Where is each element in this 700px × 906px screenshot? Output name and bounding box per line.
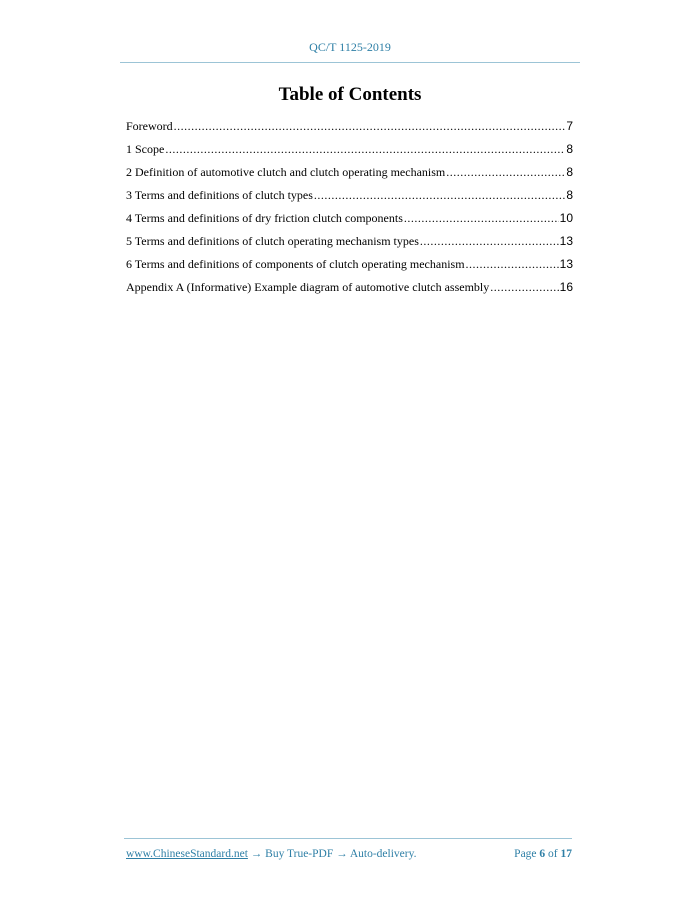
toc-entry-text: Foreword xyxy=(126,119,173,133)
standard-code-header: QC/T 1125-2019 xyxy=(309,40,391,54)
toc-entry-text: 4 Terms and definitions of dry friction clutch components xyxy=(126,211,403,225)
toc-dot-leader xyxy=(174,118,566,134)
header-divider xyxy=(120,62,580,63)
page-total: 17 xyxy=(560,848,572,860)
toc-entry-text: 6 Terms and definitions of components of clutch operating mechanism xyxy=(126,257,465,271)
toc-dot-leader xyxy=(404,210,559,226)
toc-list xyxy=(126,118,573,302)
toc-entry-operating-mechanism-components[interactable] xyxy=(126,256,573,279)
toc-dot-leader xyxy=(314,187,565,203)
toc-entry-page: 13 xyxy=(559,257,573,271)
page-prefix: Page xyxy=(514,848,540,860)
toc-entry-page: 10 xyxy=(559,211,573,225)
footer-promo-text: → Buy True-PDF → Auto-delivery. xyxy=(247,848,417,860)
toc-entry-foreword[interactable] xyxy=(126,118,573,141)
toc-entry-operating-mechanism-types[interactable] xyxy=(126,233,573,256)
toc-dot-leader xyxy=(165,141,565,157)
page-of: of xyxy=(545,848,561,860)
toc-entry-dry-friction-components[interactable] xyxy=(126,210,573,233)
toc-title: Table of Contents xyxy=(278,84,422,105)
toc-entry-page: 8 xyxy=(566,165,573,179)
toc-entry-page: 16 xyxy=(559,280,573,294)
toc-dot-leader xyxy=(466,256,559,272)
toc-entry-text: 5 Terms and definitions of clutch operating mechanism types xyxy=(126,234,419,248)
page-indicator xyxy=(514,848,572,860)
footer-divider xyxy=(124,838,572,839)
toc-entry-page: 8 xyxy=(566,142,573,156)
page-footer xyxy=(126,848,572,860)
toc-dot-leader xyxy=(420,233,559,249)
toc-entry-scope[interactable] xyxy=(126,141,573,164)
site-link[interactable]: www.ChineseStandard.net xyxy=(126,848,248,860)
page-current: 6 xyxy=(539,848,546,860)
toc-entry-appendix-a[interactable] xyxy=(126,279,573,302)
toc-dot-leader xyxy=(446,164,565,180)
toc-entry-definition[interactable] xyxy=(126,164,573,187)
toc-entry-clutch-types[interactable] xyxy=(126,187,573,210)
toc-entry-page: 8 xyxy=(566,188,573,202)
toc-entry-page: 13 xyxy=(559,234,573,248)
footer-promo xyxy=(126,848,416,860)
toc-entry-text: 3 Terms and definitions of clutch types xyxy=(126,188,313,202)
toc-entry-text: 2 Definition of automotive clutch and clutch operating mechanism xyxy=(126,165,446,179)
toc-dot-leader xyxy=(490,279,558,295)
toc-entry-text: Appendix A (Informative) Example diagram of automotive clutch assembly xyxy=(126,280,490,294)
toc-entry-page: 7 xyxy=(566,119,573,133)
toc-entry-text: 1 Scope xyxy=(126,142,165,156)
